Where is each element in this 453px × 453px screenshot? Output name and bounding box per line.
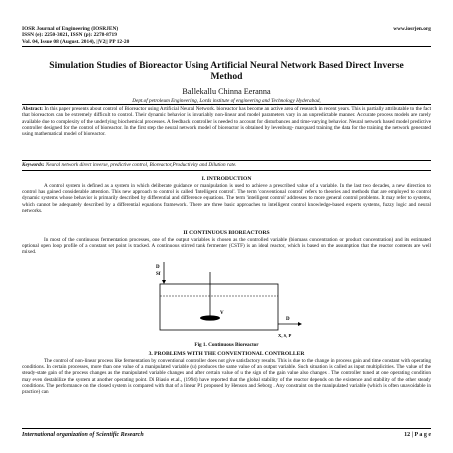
keywords-block	[22, 162, 431, 168]
bioreactors-text: In most of the continuous fermentation processes, one of the output variables is chosen as the controlled variable (biomass concentration or product concentration) and its estimated optional open loop profile of a constant set point is tracked. A continuous stirred tank fermenter (CSTF) is an ideal reactor, which is based on the assumption that the reactor contents are well mixed.	[22, 237, 431, 256]
journal-issn: ISSN (e): 2250-3021, ISSN (p): 2278-8719	[22, 32, 117, 39]
keywords-text: Neural network direct inverse, predictive control, Bioreactor,Productivity and Dilution rate.	[45, 162, 237, 168]
inlet-sf-label: Sf	[156, 272, 161, 277]
paper-title: Simulation Studies of Bioreactor Using Artificial Neural Network Based Direct Inverse Method	[49, 60, 404, 82]
abstract-label: Abstract:	[22, 106, 44, 112]
problems-text: The control of non-linear process like fermentation by conventional controller does not give satisfactory results. This is due to the change in process gain and time constant with operating conditions. In certain processes, more than one value of a manipulated variable (u) produces the same value of an output variable. Such situation is called as input multiplicities. The value of the steady-state gain of the process changes as the manipulated variable changes and after certain value of u the sign of the gain value also changes . The controller tuned at one operating condition may even destabilize the system at another operating point. Di Biasio et.al., (1994) have reported that the global stability of the reactor depends on the existence and stability of the other steady conditions. The performance on the closed system is compared with that of a linear P1 proposed by Henson and Seborg . Any constraint on the manipulated variable (which is often unavoidable in practice) can	[22, 358, 431, 396]
paper-author: Ballekallu Chinna Eeranna	[182, 87, 271, 96]
inlet-arrow	[162, 280, 166, 284]
footer-rule	[22, 428, 431, 429]
section-text-problems	[22, 358, 431, 395]
journal-name: IOSR Journal of Engineering (IOSRJEN)	[22, 26, 119, 32]
figure-caption: Fig 1. Continuous Bioreactor	[194, 342, 259, 348]
keywords-label: Keywords:	[22, 162, 45, 168]
outlet-arrow	[298, 322, 302, 326]
header-rule	[22, 46, 431, 47]
footer-page-number: 12 | P a g e	[404, 432, 431, 438]
keywords-rule	[22, 170, 431, 171]
tank-outline	[160, 284, 278, 330]
outlet-d-label: D	[286, 317, 290, 322]
section-text-introduction	[22, 183, 431, 214]
footer-journal: International organization of Scientific Research	[22, 432, 144, 438]
section-text-bioreactors	[22, 237, 431, 256]
paper-affiliation: Dept.of petroleum Engineering, Lords institute of engineering and Technology Hyderabad,	[132, 98, 321, 104]
section-heading-bioreactors: II CONTINUOUS BIOREACTORS	[183, 230, 270, 236]
journal-header	[22, 26, 129, 45]
inlet-d-label: D	[156, 265, 160, 270]
journal-website[interactable]: www.iosrjen.org	[393, 26, 431, 32]
abstract-text: In this paper presents about control of Bioreactor using Artificial Neural Network. bioreactor has become an active area of research in recent years. This is partially attributable to the fact that bioreactors can be extremely difficult to control. Their dynamic behavior is invariably non-linear and model parameters vary in an unpredictable manner. Accurate process models are rarely available due to complexity of the underlying biochemical processes. A feedback controller is needed to account for disturbances and time-varying behavior. Neural network based model predictive controller designed for the control of bioreactor. In the first step the neural network model of bioreactor is obtained by levenburg- marquard training the data for the training the network generated using mathematical model of bioreactor.	[22, 106, 432, 137]
stirrer-impeller	[200, 315, 220, 320]
journal-volume: Vol. 04, Issue 08 (August. 2014), ||V2|| PP 12-20	[22, 38, 130, 45]
section-heading-introduction: I. INTRODUCTION	[201, 176, 252, 182]
introduction-text: A control system is defined as a system in which deliberate guidance or manipulation is used to achieve a prescribed value of a variable. In the last two decades, a new direction to control has gained considerable attention. This new approach to control is called 'Intelligent control'. The term 'conventional control' refers to theories and methods that are employed to control dynamic systems whose behavior is primarily described by differential and difference equations. The term 'intelligent control' addresses to more general control problems. It may refer to systems, which cannot be adequately described by a differential equations framework. There are three basic approaches to intelligent control knowledge-based experts systems, fuzzy logic and neural networks.	[22, 183, 431, 214]
volume-label: V	[220, 311, 224, 316]
abstract-block	[22, 104, 431, 161]
section-heading-problems: 3. PROBLEMS WITH THE CONVENTIONAL CONTROLLER	[148, 351, 305, 357]
continuous-bioreactor-diagram	[150, 262, 310, 340]
outlet-xsp-label: X, S, P	[278, 333, 292, 338]
